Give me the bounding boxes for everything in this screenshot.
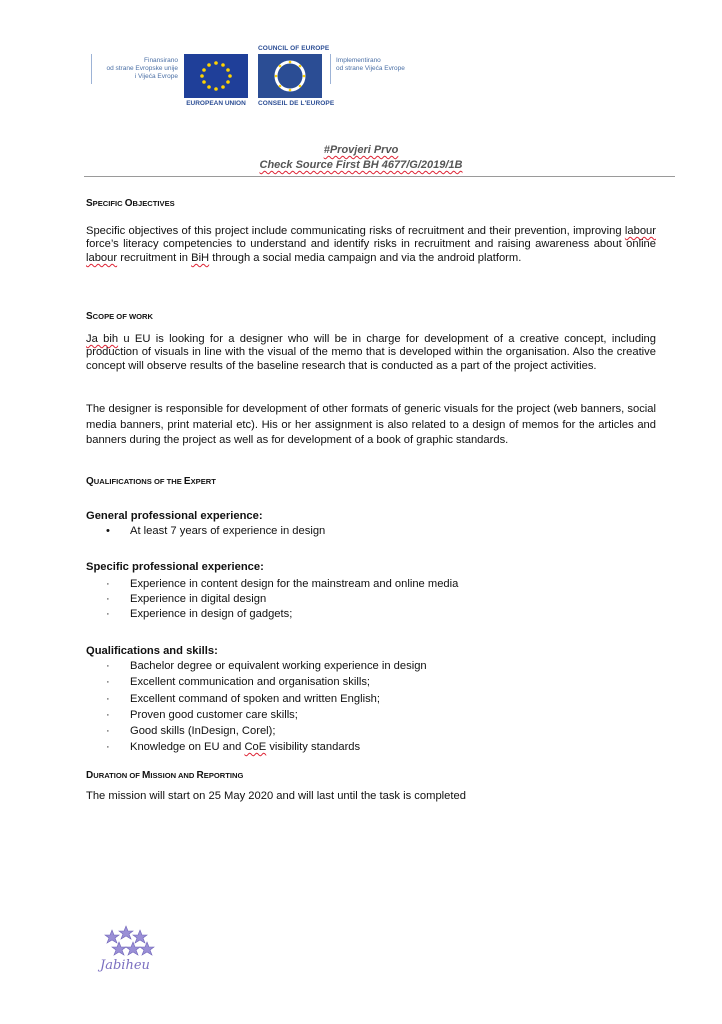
scope-paragraph-2: The designer is responsible for development of other formats of generic visuals for the project (web banners, social media banners, print material etc). His or her assignment is also related to a design of memos for the articles and banners during the project as well as for development of a book of graphic standards.	[86, 403, 656, 446]
bullet-icon: ·	[106, 725, 110, 737]
coe-bottom-label: CONSEIL DE L'EUROPE	[258, 100, 335, 107]
implementation-text: Implementirano od strane Vijeća Evrope	[336, 57, 405, 72]
jabiheu-logo	[100, 920, 170, 980]
coe-top-label: COUNCIL OF EUROPE	[258, 45, 330, 52]
bullet-icon: ·	[106, 741, 110, 753]
divider	[91, 54, 92, 84]
scope-paragraph-1: Ja bih u EU is looking for a designer who will be in charge for development of a creative concept, including production of visuals in line with the visual of the memo that is developed within the organisation. Also the creative concept will observe results of the baseline research that is conducted as a part of the project activities.	[86, 333, 656, 372]
bullet-icon: ·	[106, 693, 110, 705]
divider	[330, 54, 331, 84]
bullet-icon: •	[106, 525, 110, 537]
bullet-icon: ·	[106, 578, 110, 590]
bullet-icon: ·	[106, 709, 110, 721]
jabiheu-logo-text: Jabiheu	[100, 958, 150, 973]
section-heading-duration: DURATION OF MISSION AND REPORTING	[86, 770, 244, 781]
eu-flag	[184, 54, 248, 98]
coe-emblem-icon	[258, 54, 322, 98]
eu-funding-text: Finansirano od strane Evropske unije i Vijeća Evrope	[106, 57, 178, 80]
eu-label: EUROPEAN UNION	[186, 100, 246, 107]
bullet-icon: ·	[106, 608, 110, 620]
header-rule	[84, 176, 675, 177]
duration-paragraph: The mission will start on 25 May 2020 and will last until the task is completed	[86, 790, 466, 802]
bullet-icon: ·	[106, 676, 110, 688]
specific-experience-heading: Specific professional experience:	[86, 561, 264, 573]
hashtag-title: #Provjeri Prvo	[323, 144, 399, 156]
coe-emblem	[258, 54, 322, 98]
general-experience-heading: General professional experience:	[86, 510, 263, 522]
section-heading-qualifications: QUALIFICATIONS OF THE EXPERT	[86, 476, 216, 487]
bullet-icon: ·	[106, 660, 110, 672]
eu-stars-icon	[184, 54, 248, 98]
section-heading-objectives: SPECIFIC OBJECTIVES	[86, 198, 175, 209]
objectives-paragraph: Specific objectives of this project include communicating risks of recruitment and their prevention, improving labour force’s literacy competencies to understand and identify risks in recruitment and raising awareness about online labour recruitment in BiH through a social media campaign and via the android platform.	[86, 225, 656, 264]
bullet-icon: ·	[106, 593, 110, 605]
skills-heading: Qualifications and skills:	[86, 645, 218, 657]
section-heading-scope: SCOPE OF WORK	[86, 311, 153, 322]
project-code: Check Source First BH 4677/G/2019/1B	[259, 159, 463, 171]
